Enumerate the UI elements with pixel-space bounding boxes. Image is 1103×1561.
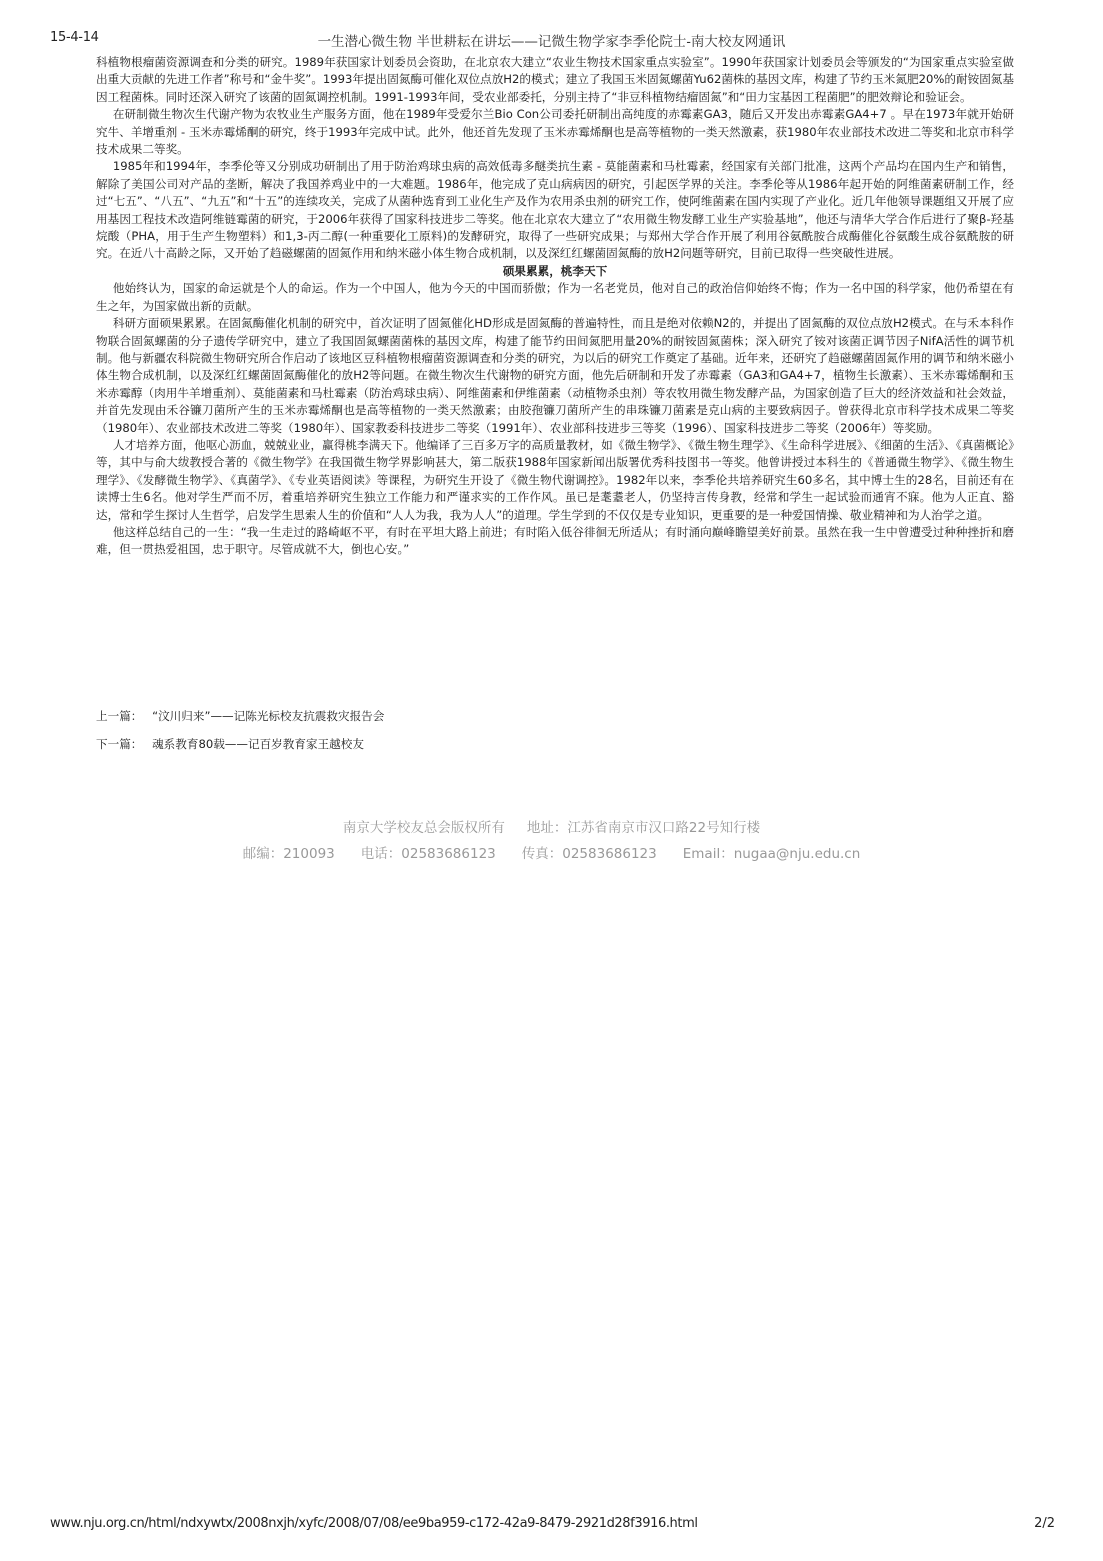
footer-copyright: 南京大学校友总会版权所有	[342, 820, 505, 836]
print-url: www.nju.org.cn/html/ndxywtx/2008nxjh/xyfc/2008/07/08/ee9ba959-c172-42a9-8479-2921d28f3916.html	[50, 1516, 698, 1531]
article-paragraph: 科研方面硕果累累。在固氮酶催化机制的研究中，首次证明了固氮催化HD形成是固氮酶的普遍特性，而且是绝对依赖N2的，并提出了固氮酶的双位点放H2模式。在与禾本科作物联合固氮螺菌的分子遗传学研究中，建立了我国固氮螺菌菌株的基因文库，构建了能节约田间氮肥用量20%的耐铵固氮菌株；深入研究了铵对该菌正调节因子NifA活性的调节机制。他与新疆农科院微生物研究所合作启动了该地区豆科植物根瘤菌资源调查和分类的研究，为以后的研究工作奠定了基础。近年来，还研究了趋磁螺菌固氮作用的调节和纳米磁小体生物合成机制，以及深红红螺菌固氮酶催化的放H2等问题。在微生物次生代谢物的研究方面，他先后研制和开发了赤霉素（GA3和GA4+7，植物生长激素）、玉米赤霉烯酮和玉米赤霉醇（肉用牛羊增重剂）、莫能菌素和马杜霉素（防治鸡球虫病）、阿维菌素和伊维菌素（动植物杀虫剂）等农牧用微生物发酵产品，为国家创造了巨大的经济效益和社会效益，并首先发现由禾谷镰刀菌所产生的玉米赤霉烯酮也是高等植物的一类天然激素；由胶孢镰刀菌所产生的串珠镰刀菌素是克山病的主要致病因子。曾获得北京市科学技术成果二等奖（1980年）、农业部技术改进二等奖（1980年）、国家教委科技进步二等奖（1991年）、农业部科技进步三等奖（1996）、国家科技进步二等奖（2006年）等奖励。	[96, 316, 1014, 435]
print-date: 15-4-14	[50, 30, 99, 45]
page-number: 2/2	[1034, 1516, 1055, 1531]
next-article-link[interactable]: 魂系教育80载——记百岁教育家王越校友	[152, 737, 364, 751]
article-paragraph: 他始终认为，国家的命运就是个人的命运。作为一个中国人，他为今天的中国而骄傲；作为一名老党员，他对自己的政治信仰始终不悔；作为一名中国的科学家，他仍希望在有生之年，为国家做出新的贡献。	[96, 281, 1014, 313]
article-paragraph: 人才培养方面，他呕心沥血，兢兢业业，赢得桃李满天下。他编译了三百多万字的高质量教材，如《微生物学》、《微生物生理学》、《生命科学进展》、《细菌的生活》、《真菌概论》等，其中与俞大绂教授合著的《微生物学》在我国微生物学界影响甚大，第二版获1988年国家新闻出版署优秀科技图书一等奖。他曾讲授过本科生的《普通微生物学》、《微生物生理学》、《发酵微生物学》、《真菌学》、《专业英语阅读》等课程，为研究生开设了《微生物代谢调控》。1982年以来，李季伦共培养研究生60多名，其中博士生的28名，目前还有在读博士生6名。他对学生严而不厉，着重培养研究生独立工作能力和严谨求实的工作作风。虽已是耄耋老人，仍坚持言传身教，经常和学生一起试验而通宵不寐。他为人正直、豁达，常和学生探讨人生哲学，启发学生思索人生的价值和“人人为我，我为人人”的道理。学生学到的不仅仅是专业知识，更重要的是一种爱国情操、敬业精神和为人治学之道。	[96, 437, 1014, 522]
article-paragraph: 在研制微生物次生代谢产物为农牧业生产服务方面，他在1989年受爱尔兰Bio Con公司委托研制出高纯度的赤霉素GA3，随后又开发出赤霉素GA4+7 。早在1973年就开始研究牛、羊增重剂 - 玉米赤霉烯酮的研究，终于1993年完成中试。此外，他还首先发现了玉米赤霉烯酮也是高等植物的一类天然激素，获1980年农业部技术改进二等奖和北京市科学技术成果二等奖。	[96, 107, 1014, 157]
page-title: 一生潜心微生物 半世耕耘在讲坛——记微生物学家李季伦院士-南大校友网通讯	[317, 34, 786, 50]
article-paragraph: 1985年和1994年，李季伦等又分别成功研制出了用于防治鸡球虫病的高效低毒多醚类抗生素 - 莫能菌素和马杜霉素，经国家有关部门批准，这两个产品均在国内生产和销售，解除了美国公司对产品的垄断，解决了我国养鸡业中的一大难题。1986年，他完成了克山病病因的研究，引起医学界的关注。李季伦等从1986年起开始的阿维菌素研制工作，经过“七五”、“八五”、“九五”和“十五”的连续攻关，完成了从菌种选育到工业化生产及作为农用杀虫剂的研究工作，使阿维菌素在国内实现了产业化。近几年他领导课题组又开展了应用基因工程技术改造阿维链霉菌的研究，于2006年获得了国家科技进步二等奖。他在北京农大建立了“农用微生物发酵工业生产实验基地”，他还与清华大学合作后进行了聚β-羟基烷酸（PHA，用于生产生物塑料）和1,3-丙二醇(一种重要化工原料)的发酵研究，取得了一些研究成果；与郑州大学合作开展了利用谷氨酰胺合成酶催化谷氨酸生成谷氨酰胺的研究。在近八十高龄之际，又开始了趋磁螺菌的固氮作用和纳米磁小体生物合成机制，以及深红红螺菌固氮酶的放H2问题等研究，目前已取得一些突破性进展。	[96, 159, 1014, 261]
previous-label: 上一篇：	[96, 709, 143, 723]
footer-fax: 传真：02583686123	[521, 846, 657, 862]
article-body	[96, 54, 1014, 559]
previous-article	[96, 707, 384, 735]
footer-line-2	[0, 841, 1103, 867]
site-footer	[0, 815, 1103, 867]
article-paragraph: 科植物根瘤菌资源调查和分类的研究。1989年获国家计划委员会资助，在北京农大建立“农业生物技术国家重点实验室”。1990年获国家计划委员会等颁发的“为国家重点实验室做出重大贡献的先进工作者”称号和“金牛奖”。1993年提出固氮酶可催化双位点放H2的模式；建立了我国玉米固氮螺菌Yu62菌株的基因文库，构建了节约玉米氮肥20%的耐铵固氮基因工程菌株。同时还深入研究了该菌的固氮调控机制。1991-1993年间，受农业部委托，分别主持了“非豆科植物结瘤固氮”和“田力宝基因工程菌肥”的肥效辩论和验证会。	[96, 55, 1014, 104]
next-article	[96, 735, 384, 763]
article-paragraph: 他这样总结自己的一生：“我一生走过的路崎岖不平，有时在平坦大路上前进；有时陷入低谷徘徊无所适从；有时涌向巅峰瞻望美好前景。虽然在我一生中曾遭受过种种挫折和磨难，但一贯热爱祖国，忠于职守。尽管成就不大，倒也心安。”	[96, 524, 1014, 557]
previous-article-link[interactable]: “汶川归来”——记陈光标校友抗震救灾报告会	[152, 709, 385, 723]
article-navigation	[96, 707, 384, 763]
footer-email: Email：nugaa@nju.edu.cn	[682, 846, 861, 862]
footer-phone: 电话：02583686123	[360, 846, 496, 862]
next-label: 下一篇：	[96, 737, 143, 751]
footer-line-1	[0, 815, 1103, 841]
section-heading: 硕果累累，桃李天下	[502, 263, 608, 278]
footer-address: 地址：江苏省南京市汉口路22号知行楼	[526, 820, 761, 836]
footer-postcode: 邮编：210093	[242, 846, 335, 862]
